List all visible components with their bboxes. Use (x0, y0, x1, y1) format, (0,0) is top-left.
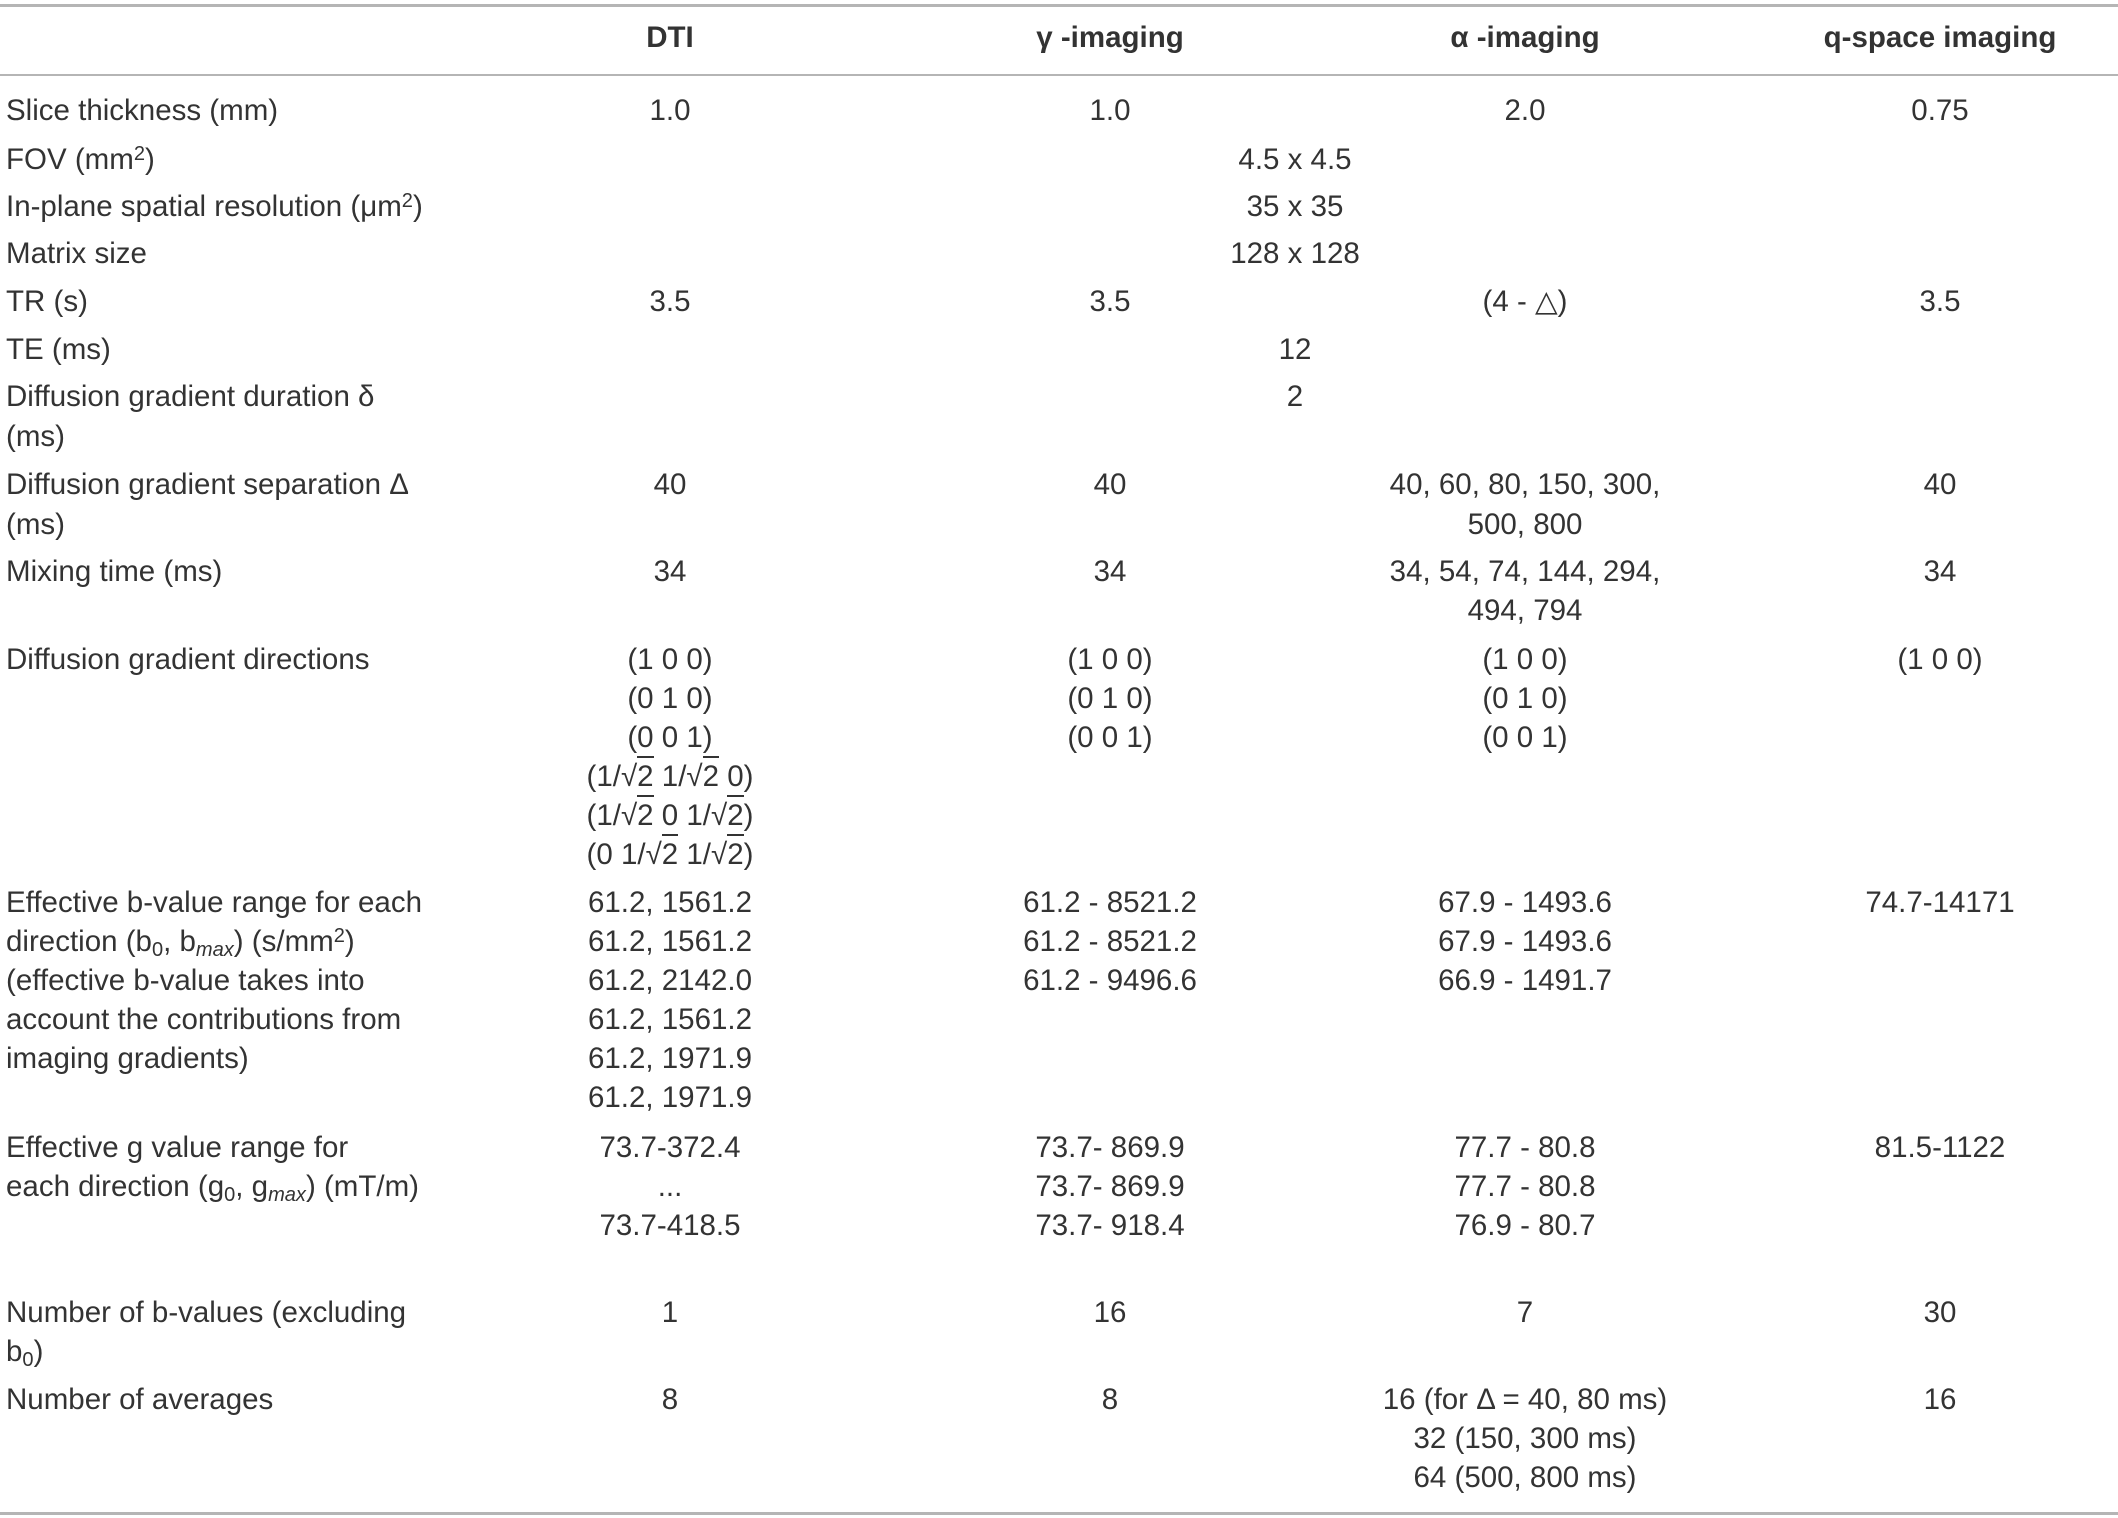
cell-dirs-alpha-3: (0 0 1) (1482, 721, 1568, 754)
cell-dirs-gamma-1: (1 0 0) (1067, 643, 1153, 676)
cell-dirs-dti-4: (1/√2 1/√2 0) (520, 757, 820, 797)
cell-fov: 4.5 x 4.5 (1238, 143, 1352, 176)
cell-tr-gamma: 3.5 (1089, 285, 1131, 318)
cell-bval-alpha-1: 67.9 - 1493.6 (1438, 886, 1612, 919)
cell-mix-qspace: 34 (1923, 555, 1957, 588)
cell-bval-dti-5: 61.2, 1971.9 (587, 1042, 753, 1075)
row-label-fov: FOV $(mm^2)$ (6, 142, 155, 176)
cell-dirs-dti-3: (0 0 1) (627, 721, 713, 754)
cell-navg-alpha-3: 64 (500, 800 ms) (1413, 1461, 1637, 1494)
row-label-gradient-separation: Diffusion gradient separation Δ (6, 468, 409, 501)
cell-navg-gamma: 8 (1101, 1383, 1119, 1416)
cell-matrix-size: 128 x 128 (1230, 237, 1360, 270)
row-label-inplane-resolution: In-plane spatial resolution $(\mu m^2)$ (6, 189, 423, 223)
row-label-bvalue-line5: imaging gradients) (6, 1042, 249, 1075)
cell-te: 12 (1278, 333, 1312, 366)
header-dti: DTI (646, 21, 694, 54)
cell-gval-alpha-1: 77.7 - 80.8 (1454, 1131, 1596, 1164)
cell-gsep-alpha-line1: 40, 60, 80, 150, 300, (1389, 468, 1661, 501)
header-gamma-imaging: γ -imaging (1036, 21, 1184, 54)
cell-navg-alpha-1: 16 (for Δ = 40, 80 ms) (1382, 1383, 1668, 1416)
cell-slice-alpha: 2.0 (1504, 94, 1546, 127)
cell-tr-dti: 3.5 (649, 285, 691, 318)
table-bottom-rule (0, 1512, 2118, 1515)
cell-gval-dti-2: ... (657, 1170, 683, 1203)
cell-bval-qspace: 74.7-14171 (1865, 886, 2015, 919)
cell-gradient-duration: 2 (1286, 380, 1304, 413)
cell-gsep-dti: 40 (653, 468, 687, 501)
cell-gval-qspace: 81.5-1122 (1874, 1131, 2006, 1164)
cell-bval-dti-3: 61.2, 2142.0 (587, 964, 753, 997)
row-label-gradient-duration: Diffusion gradient duration δ (6, 380, 375, 413)
cell-inplane-resolution: 35 x 35 (1246, 190, 1344, 223)
cell-mix-dti: 34 (653, 555, 687, 588)
cell-tr-alpha: (4 - △) (1482, 285, 1568, 318)
cell-dirs-dti-2: (0 1 0) (627, 682, 713, 715)
cell-navg-qspace: 16 (1923, 1383, 1957, 1416)
row-label-gradient-separation-unit: (ms) (6, 508, 65, 541)
cell-mix-gamma: 34 (1093, 555, 1127, 588)
row-label-bvalue-line2: direction ($b_0$, $b_{max}$) $(s/mm^2)$ (6, 924, 355, 961)
cell-slice-qspace: 0.75 (1911, 94, 1969, 127)
cell-gval-gamma-3: 73.7- 918.4 (1035, 1209, 1185, 1242)
row-label-number-bvalues-line2: $b_0$) (6, 1335, 44, 1371)
cell-tr-qspace: 3.5 (1919, 285, 1961, 318)
row-label-mixing-time: Mixing time (ms) (6, 555, 223, 588)
cell-gsep-alpha-line2: 500, 800 (1467, 508, 1583, 541)
table-top-rule (0, 4, 2118, 7)
row-label-gvalue-line1: Effective g value range for (6, 1131, 349, 1164)
cell-nb-qspace: 30 (1923, 1296, 1957, 1329)
row-label-gradient-duration-unit: (ms) (6, 420, 65, 453)
row-label-bvalue-line1: Effective b-value range for each (6, 886, 422, 919)
cell-mix-alpha-line1: 34, 54, 74, 144, 294, (1389, 555, 1661, 588)
cell-dirs-alpha-1: (1 0 0) (1482, 643, 1568, 676)
cell-bval-alpha-3: 66.9 - 1491.7 (1438, 964, 1612, 997)
row-label-matrix-size: Matrix size (6, 237, 147, 270)
table-header-rule (0, 74, 2118, 76)
cell-slice-dti: 1.0 (649, 94, 691, 127)
row-label-bvalue-line3: (effective b-value takes into (6, 964, 365, 997)
row-label-te: TE (ms) (6, 333, 111, 366)
cell-dirs-dti-1: (1 0 0) (627, 643, 713, 676)
cell-dirs-dti-6: (0 1/√2 1/√2) (520, 835, 820, 875)
cell-bval-alpha-2: 67.9 - 1493.6 (1438, 925, 1612, 958)
cell-gval-alpha-3: 76.9 - 80.7 (1454, 1209, 1596, 1242)
cell-bval-gamma-1: 61.2 - 8521.2 (1023, 886, 1197, 919)
cell-bval-dti-4: 61.2, 1561.2 (587, 1003, 753, 1036)
cell-mix-alpha-line2: 494, 794 (1467, 594, 1583, 627)
header-q-space-imaging: q-space imaging (1823, 21, 2057, 54)
cell-bval-gamma-3: 61.2 - 9496.6 (1023, 964, 1197, 997)
row-label-gradient-directions: Diffusion gradient directions (6, 643, 370, 676)
header-alpha-imaging: α -imaging (1450, 21, 1600, 54)
cell-nb-dti: 1 (661, 1296, 679, 1329)
cell-dirs-alpha-2: (0 1 0) (1482, 682, 1568, 715)
cell-gval-dti-3: 73.7-418.5 (599, 1209, 741, 1242)
cell-gsep-qspace: 40 (1923, 468, 1957, 501)
row-label-number-averages: Number of averages (6, 1383, 274, 1416)
row-label-gvalue-line2: each direction ($g_0$, $g_{max}$) (mT/m) (6, 1170, 419, 1206)
cell-bval-dti-6: 61.2, 1971.9 (587, 1081, 753, 1114)
cell-nb-gamma: 16 (1093, 1296, 1127, 1329)
row-label-slice-thickness: Slice thickness (mm) (6, 94, 279, 127)
row-label-bvalue-line4: account the contributions from (6, 1003, 402, 1036)
cell-dirs-dti-5: (1/√2 0 1/√2) (520, 796, 820, 836)
row-label-tr: TR (s) (6, 285, 88, 318)
cell-dirs-qspace: (1 0 0) (1897, 643, 1983, 676)
cell-nb-alpha: 7 (1516, 1296, 1534, 1329)
cell-slice-gamma: 1.0 (1089, 94, 1131, 127)
cell-dirs-gamma-2: (0 1 0) (1067, 682, 1153, 715)
cell-gval-gamma-2: 73.7- 869.9 (1035, 1170, 1185, 1203)
cell-bval-dti-1: 61.2, 1561.2 (587, 886, 753, 919)
cell-gval-dti-1: 73.7-372.4 (599, 1131, 741, 1164)
cell-navg-alpha-2: 32 (150, 300 ms) (1413, 1422, 1637, 1455)
row-label-number-bvalues: Number of b-values (excluding (6, 1296, 407, 1329)
cell-gsep-gamma: 40 (1093, 468, 1127, 501)
cell-dirs-gamma-3: (0 0 1) (1067, 721, 1153, 754)
cell-bval-gamma-2: 61.2 - 8521.2 (1023, 925, 1197, 958)
cell-navg-dti: 8 (661, 1383, 679, 1416)
cell-gval-gamma-1: 73.7- 869.9 (1035, 1131, 1185, 1164)
cell-gval-alpha-2: 77.7 - 80.8 (1454, 1170, 1596, 1203)
cell-bval-dti-2: 61.2, 1561.2 (587, 925, 753, 958)
